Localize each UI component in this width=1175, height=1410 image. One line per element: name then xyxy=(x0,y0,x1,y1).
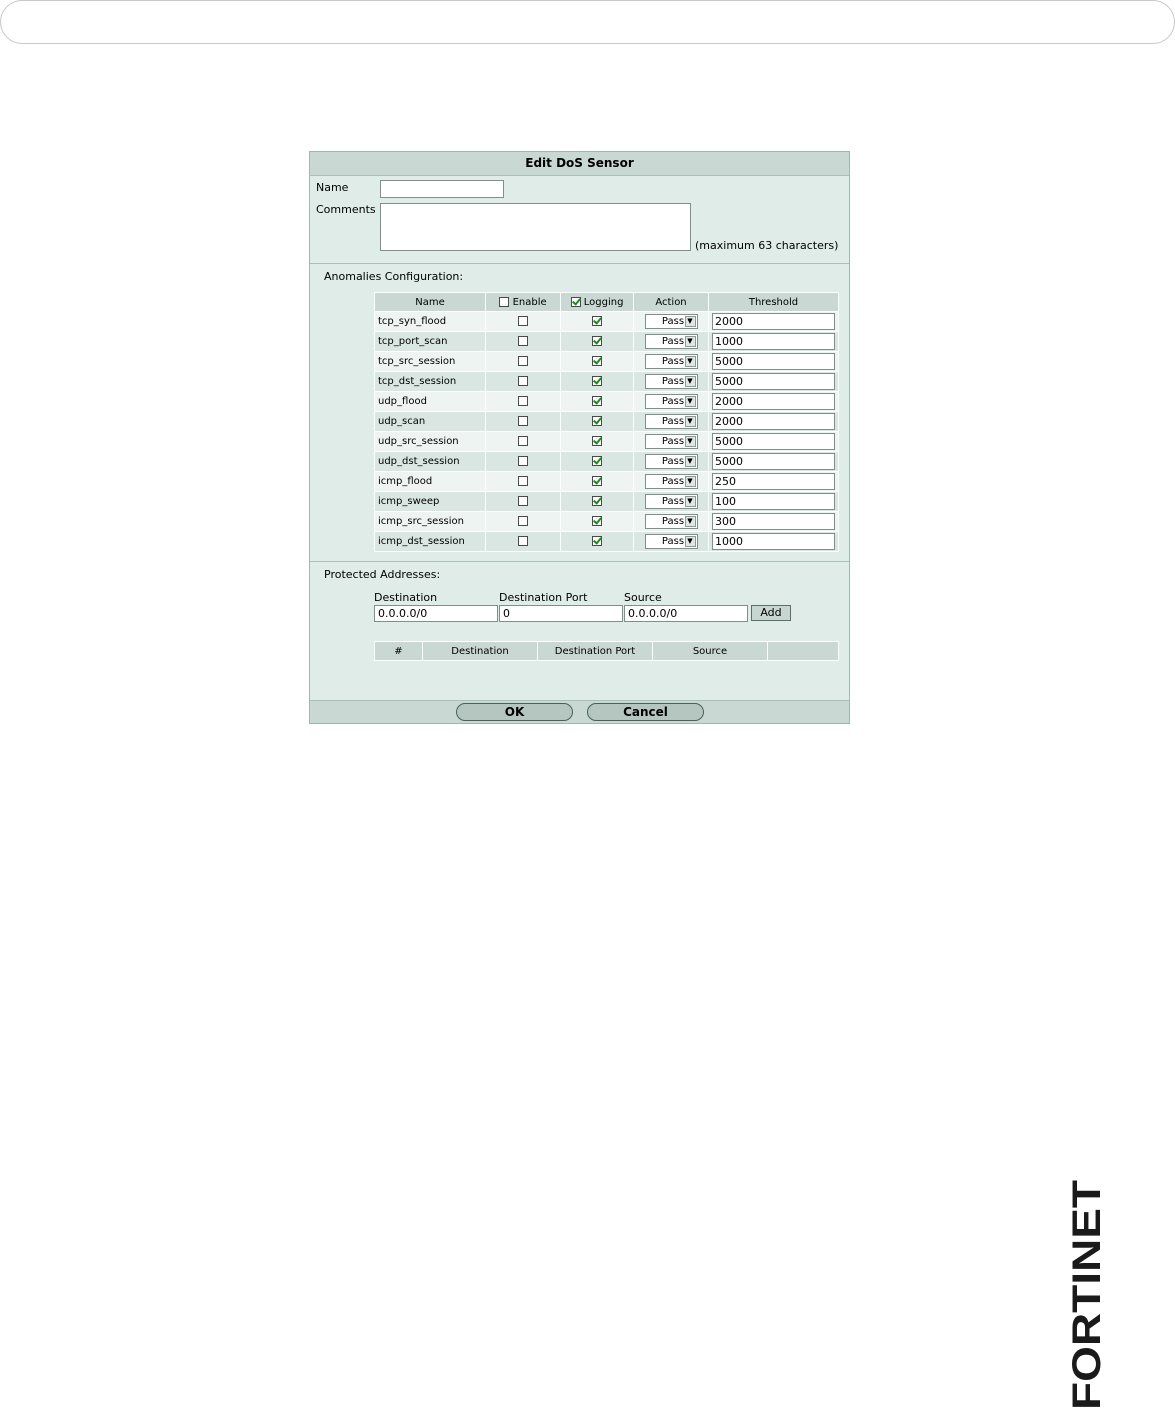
threshold-cell xyxy=(709,332,839,352)
threshold-input[interactable]: 1000 xyxy=(712,333,835,350)
logging-cell xyxy=(561,312,634,332)
action-value: Pass xyxy=(661,496,685,507)
logging-checkbox[interactable] xyxy=(592,516,602,526)
threshold-cell xyxy=(709,452,839,472)
col-header-name: Name xyxy=(375,293,486,312)
destination-port-input[interactable] xyxy=(499,605,623,622)
destination-label: Destination xyxy=(374,591,438,604)
threshold-cell xyxy=(709,472,839,492)
enable-cell xyxy=(486,352,561,372)
source-input[interactable] xyxy=(624,605,748,622)
enable-checkbox[interactable] xyxy=(518,336,528,346)
enable-cell xyxy=(486,492,561,512)
action-select[interactable] xyxy=(645,414,698,429)
table-row xyxy=(375,332,839,352)
action-value: Pass xyxy=(661,316,685,327)
action-select[interactable] xyxy=(645,334,698,349)
action-cell xyxy=(634,512,709,532)
col-header-logging-label: Logging xyxy=(583,296,624,308)
chevron-down-icon: ▼ xyxy=(685,376,696,387)
enable-checkbox[interactable] xyxy=(518,316,528,326)
anomalies-header-row xyxy=(375,293,839,312)
anomalies-table xyxy=(374,292,839,552)
action-select[interactable] xyxy=(645,514,698,529)
table-row xyxy=(375,532,839,552)
table-row xyxy=(375,512,839,532)
logging-checkbox[interactable] xyxy=(592,336,602,346)
logging-cell xyxy=(561,512,634,532)
logging-cell xyxy=(561,332,634,352)
chevron-down-icon: ▼ xyxy=(685,356,696,367)
logging-checkbox[interactable] xyxy=(592,436,602,446)
action-select[interactable] xyxy=(645,374,698,389)
action-select[interactable] xyxy=(645,314,698,329)
col-header-destination: Destination xyxy=(423,642,538,661)
threshold-input[interactable]: 250 xyxy=(712,473,835,490)
enable-checkbox[interactable] xyxy=(518,476,528,486)
destination-port-label: Destination Port xyxy=(499,591,588,604)
threshold-input[interactable]: 5000 xyxy=(712,433,835,450)
table-row xyxy=(375,432,839,452)
dialog-title: Edit DoS Sensor xyxy=(310,152,849,176)
action-cell xyxy=(634,492,709,512)
anomaly-name: tcp_dst_session xyxy=(375,372,486,392)
fortinet-logo-text: FORTINET xyxy=(1065,1210,1109,1410)
enable-all-checkbox[interactable] xyxy=(499,297,509,307)
threshold-cell xyxy=(709,432,839,452)
source-label: Source xyxy=(624,591,662,604)
edit-dos-sensor-dialog xyxy=(309,151,850,724)
fortinet-logo xyxy=(1065,1172,1109,1410)
action-select[interactable] xyxy=(645,474,698,489)
cancel-button[interactable]: Cancel xyxy=(587,703,704,721)
col-header-enable xyxy=(486,293,561,312)
name-input[interactable] xyxy=(380,180,504,198)
chevron-down-icon: ▼ xyxy=(685,336,696,347)
protected-addresses-table xyxy=(374,641,839,661)
enable-cell xyxy=(486,472,561,492)
threshold-cell xyxy=(709,392,839,412)
threshold-cell xyxy=(709,512,839,532)
comments-textarea[interactable] xyxy=(380,203,691,251)
threshold-input[interactable]: 100 xyxy=(712,493,835,510)
threshold-input[interactable]: 300 xyxy=(712,513,835,530)
logging-checkbox[interactable] xyxy=(592,376,602,386)
table-row xyxy=(375,472,839,492)
action-cell xyxy=(634,312,709,332)
threshold-input[interactable]: 5000 xyxy=(712,353,835,370)
table-row xyxy=(375,412,839,432)
logging-checkbox[interactable] xyxy=(592,396,602,406)
table-row xyxy=(375,492,839,512)
col-header-threshold: Threshold xyxy=(709,293,839,312)
chevron-down-icon: ▼ xyxy=(685,476,696,487)
page-header-bar xyxy=(0,0,1175,44)
chevron-down-icon: ▼ xyxy=(685,536,696,547)
section-divider xyxy=(310,263,849,264)
action-cell xyxy=(634,412,709,432)
logging-cell xyxy=(561,472,634,492)
col-header-actions xyxy=(768,642,839,661)
action-value: Pass xyxy=(661,476,685,487)
enable-checkbox[interactable] xyxy=(518,456,528,466)
logging-cell xyxy=(561,392,634,412)
enable-cell xyxy=(486,332,561,352)
logging-checkbox[interactable] xyxy=(592,316,602,326)
col-header-enable-label: Enable xyxy=(512,296,547,308)
add-button[interactable]: Add xyxy=(751,605,791,621)
enable-checkbox[interactable] xyxy=(518,356,528,366)
threshold-input[interactable]: 5000 xyxy=(712,453,835,470)
action-value: Pass xyxy=(661,376,685,387)
chevron-down-icon: ▼ xyxy=(685,456,696,467)
anomaly-name: udp_flood xyxy=(375,392,486,412)
protected-header-row xyxy=(375,642,839,661)
anomaly-name: icmp_sweep xyxy=(375,492,486,512)
section-divider xyxy=(310,561,849,562)
enable-checkbox[interactable] xyxy=(518,496,528,506)
action-cell xyxy=(634,332,709,352)
chevron-down-icon: ▼ xyxy=(685,436,696,447)
threshold-cell xyxy=(709,532,839,552)
anomaly-name: tcp_port_scan xyxy=(375,332,486,352)
anomaly-name: icmp_dst_session xyxy=(375,532,486,552)
anomaly-name: icmp_src_session xyxy=(375,512,486,532)
action-value: Pass xyxy=(661,536,685,547)
action-select[interactable] xyxy=(645,354,698,369)
enable-cell xyxy=(486,432,561,452)
enable-checkbox[interactable] xyxy=(518,396,528,406)
action-value: Pass xyxy=(661,396,685,407)
enable-checkbox[interactable] xyxy=(518,416,528,426)
table-row xyxy=(375,352,839,372)
threshold-input[interactable]: 2000 xyxy=(712,313,835,330)
enable-checkbox[interactable] xyxy=(518,376,528,386)
action-cell xyxy=(634,352,709,372)
table-row xyxy=(375,312,839,332)
chevron-down-icon: ▼ xyxy=(685,316,696,327)
chevron-down-icon: ▼ xyxy=(685,516,696,527)
ok-button[interactable]: OK xyxy=(456,703,573,721)
table-row xyxy=(375,392,839,412)
threshold-input[interactable]: 1000 xyxy=(712,533,835,550)
name-label: Name xyxy=(316,181,349,194)
threshold-cell xyxy=(709,372,839,392)
action-value: Pass xyxy=(661,456,685,467)
threshold-cell xyxy=(709,312,839,332)
threshold-input[interactable]: 2000 xyxy=(712,413,835,430)
enable-cell xyxy=(486,312,561,332)
action-select[interactable] xyxy=(645,394,698,409)
enable-cell xyxy=(486,452,561,472)
threshold-input[interactable]: 5000 xyxy=(712,373,835,390)
col-header-source: Source xyxy=(653,642,768,661)
chevron-down-icon: ▼ xyxy=(685,496,696,507)
destination-input[interactable] xyxy=(374,605,498,622)
action-cell xyxy=(634,432,709,452)
logging-cell xyxy=(561,352,634,372)
enable-cell xyxy=(486,532,561,552)
comments-hint: (maximum 63 characters) xyxy=(695,239,839,252)
action-value: Pass xyxy=(661,516,685,527)
anomaly-name: udp_src_session xyxy=(375,432,486,452)
enable-cell xyxy=(486,372,561,392)
logging-checkbox[interactable] xyxy=(592,476,602,486)
anomaly-name: udp_dst_session xyxy=(375,452,486,472)
chevron-down-icon: ▼ xyxy=(685,396,696,407)
action-select[interactable] xyxy=(645,454,698,469)
action-cell xyxy=(634,472,709,492)
threshold-cell xyxy=(709,412,839,432)
anomalies-section-title: Anomalies Configuration: xyxy=(324,270,464,283)
logging-all-checkbox[interactable] xyxy=(571,297,581,307)
logging-cell xyxy=(561,532,634,552)
enable-cell xyxy=(486,412,561,432)
table-row xyxy=(375,372,839,392)
enable-cell xyxy=(486,512,561,532)
anomaly-name: icmp_flood xyxy=(375,472,486,492)
action-cell xyxy=(634,392,709,412)
anomaly-name: tcp_src_session xyxy=(375,352,486,372)
logging-checkbox[interactable] xyxy=(592,536,602,546)
col-header-destination-port: Destination Port xyxy=(538,642,653,661)
col-header-index: # xyxy=(375,642,423,661)
threshold-cell xyxy=(709,492,839,512)
action-value: Pass xyxy=(661,436,685,447)
col-header-action: Action xyxy=(634,293,709,312)
dialog-footer xyxy=(310,700,849,723)
threshold-input[interactable]: 2000 xyxy=(712,393,835,410)
enable-checkbox[interactable] xyxy=(518,436,528,446)
action-select[interactable] xyxy=(645,494,698,509)
logging-cell xyxy=(561,452,634,472)
logging-cell xyxy=(561,492,634,512)
threshold-cell xyxy=(709,352,839,372)
anomaly-name: tcp_syn_flood xyxy=(375,312,486,332)
logging-checkbox[interactable] xyxy=(592,496,602,506)
logging-cell xyxy=(561,412,634,432)
logging-checkbox[interactable] xyxy=(592,356,602,366)
action-select[interactable] xyxy=(645,534,698,549)
action-value: Pass xyxy=(661,356,685,367)
action-value: Pass xyxy=(661,416,685,427)
anomaly-name: udp_scan xyxy=(375,412,486,432)
action-cell xyxy=(634,532,709,552)
chevron-down-icon: ▼ xyxy=(685,416,696,427)
col-header-logging xyxy=(561,293,634,312)
table-row xyxy=(375,452,839,472)
action-cell xyxy=(634,372,709,392)
action-value: Pass xyxy=(661,336,685,347)
enable-checkbox[interactable] xyxy=(518,516,528,526)
comments-label: Comments xyxy=(316,203,376,216)
logging-checkbox[interactable] xyxy=(592,416,602,426)
action-cell xyxy=(634,452,709,472)
logging-checkbox[interactable] xyxy=(592,456,602,466)
enable-checkbox[interactable] xyxy=(518,536,528,546)
logging-cell xyxy=(561,372,634,392)
enable-cell xyxy=(486,392,561,412)
action-select[interactable] xyxy=(645,434,698,449)
protected-section-title: Protected Addresses: xyxy=(324,568,441,581)
logging-cell xyxy=(561,432,634,452)
